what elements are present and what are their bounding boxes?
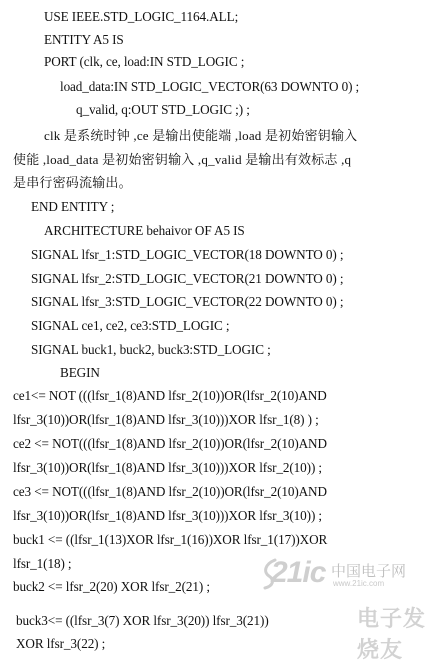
code-line-load-data: load_data:IN STD_LOGIC_VECTOR(63 DOWNTO 0) ;: [60, 79, 360, 94]
code-line-signal-ce: SIGNAL ce1, ce2, ce3:STD_LOGIC ;: [31, 318, 230, 333]
description-line-2: 使能 ,load_data 是初始密钥输入 ,q_valid 是输出有效标志 ,q: [13, 152, 352, 167]
code-line-buck1-a: buck1 <= ((lfsr_1(13)XOR lfsr_1(16))XOR lfsr_1(17))XOR: [13, 532, 328, 547]
watermark-secondary-logo: 电子发烧友: [357, 606, 427, 662]
code-line-use: USE IEEE.STD_LOGIC_1164.ALL;: [44, 9, 239, 24]
code-line-begin: BEGIN: [60, 365, 100, 380]
code-line-end-entity: END ENTITY ;: [31, 199, 115, 214]
code-line-buck3-a: buck3<= ((lfsr_3(7) XOR lfsr_3(20)) lfsr_3(21)): [16, 613, 269, 628]
description-line-1: clk 是系统时钟 ,ce 是输出使能端 ,load 是初始密钥输入: [44, 128, 358, 143]
code-line-signal-lfsr3: SIGNAL lfsr_3:STD_LOGIC_VECTOR(22 DOWNTO 0) ;: [31, 294, 344, 309]
code-line-ce1-a: ce1<= NOT (((lfsr_1(8)AND lfsr_2(10))OR(lfsr_2(10)AND: [13, 388, 327, 403]
code-line-q-valid: q_valid, q:OUT STD_LOGIC ;) ;: [76, 102, 250, 117]
code-line-architecture: ARCHITECTURE behaivor OF A5 IS: [44, 223, 245, 238]
code-line-entity: ENTITY A5 IS: [44, 32, 124, 47]
code-line-buck1-b: lfsr_1(18) ;: [13, 556, 72, 571]
watermark: [261, 556, 427, 662]
code-line-ce3-b: lfsr_3(10))OR(lfsr_1(8)AND lfsr_3(10)))XOR lfsr_3(10)) ;: [13, 508, 323, 523]
code-line-buck2: buck2 <= lfsr_2(20) XOR lfsr_2(21) ;: [13, 579, 210, 594]
code-line-ce1-b: lfsr_3(10))OR(lfsr_1(8)AND lfsr_3(10)))XOR lfsr_1(8) ) ;: [13, 412, 319, 427]
watermark-logo: 21ic: [271, 556, 326, 589]
watermark-site-name: 中国电子网: [331, 563, 407, 580]
code-line-port: PORT (clk, ce, load:IN STD_LOGIC ;: [44, 54, 245, 69]
code-line-signal-buck: SIGNAL buck1, buck2, buck3:STD_LOGIC ;: [31, 342, 271, 357]
code-line-ce2-a: ce2 <= NOT(((lfsr_1(8)AND lfsr_2(10))OR(lfsr_2(10)AND: [13, 436, 327, 451]
description-line-3: 是串行密码流输出。: [13, 175, 132, 190]
code-line-buck3-b: XOR lfsr_3(22) ;: [16, 636, 106, 651]
watermark-swirl-icon: [261, 558, 279, 590]
watermark-url: www.21ic.com: [333, 579, 385, 588]
code-line-signal-lfsr2: SIGNAL lfsr_2:STD_LOGIC_VECTOR(21 DOWNTO 0) ;: [31, 271, 344, 286]
code-line-ce3-a: ce3 <= NOT(((lfsr_1(8)AND lfsr_2(10))OR(lfsr_2(10)AND: [13, 484, 327, 499]
code-line-ce2-b: lfsr_3(10))OR(lfsr_1(8)AND lfsr_3(10)))XOR lfsr_2(10)) ;: [13, 460, 323, 475]
code-line-signal-lfsr1: SIGNAL lfsr_1:STD_LOGIC_VECTOR(18 DOWNTO 0) ;: [31, 247, 344, 262]
